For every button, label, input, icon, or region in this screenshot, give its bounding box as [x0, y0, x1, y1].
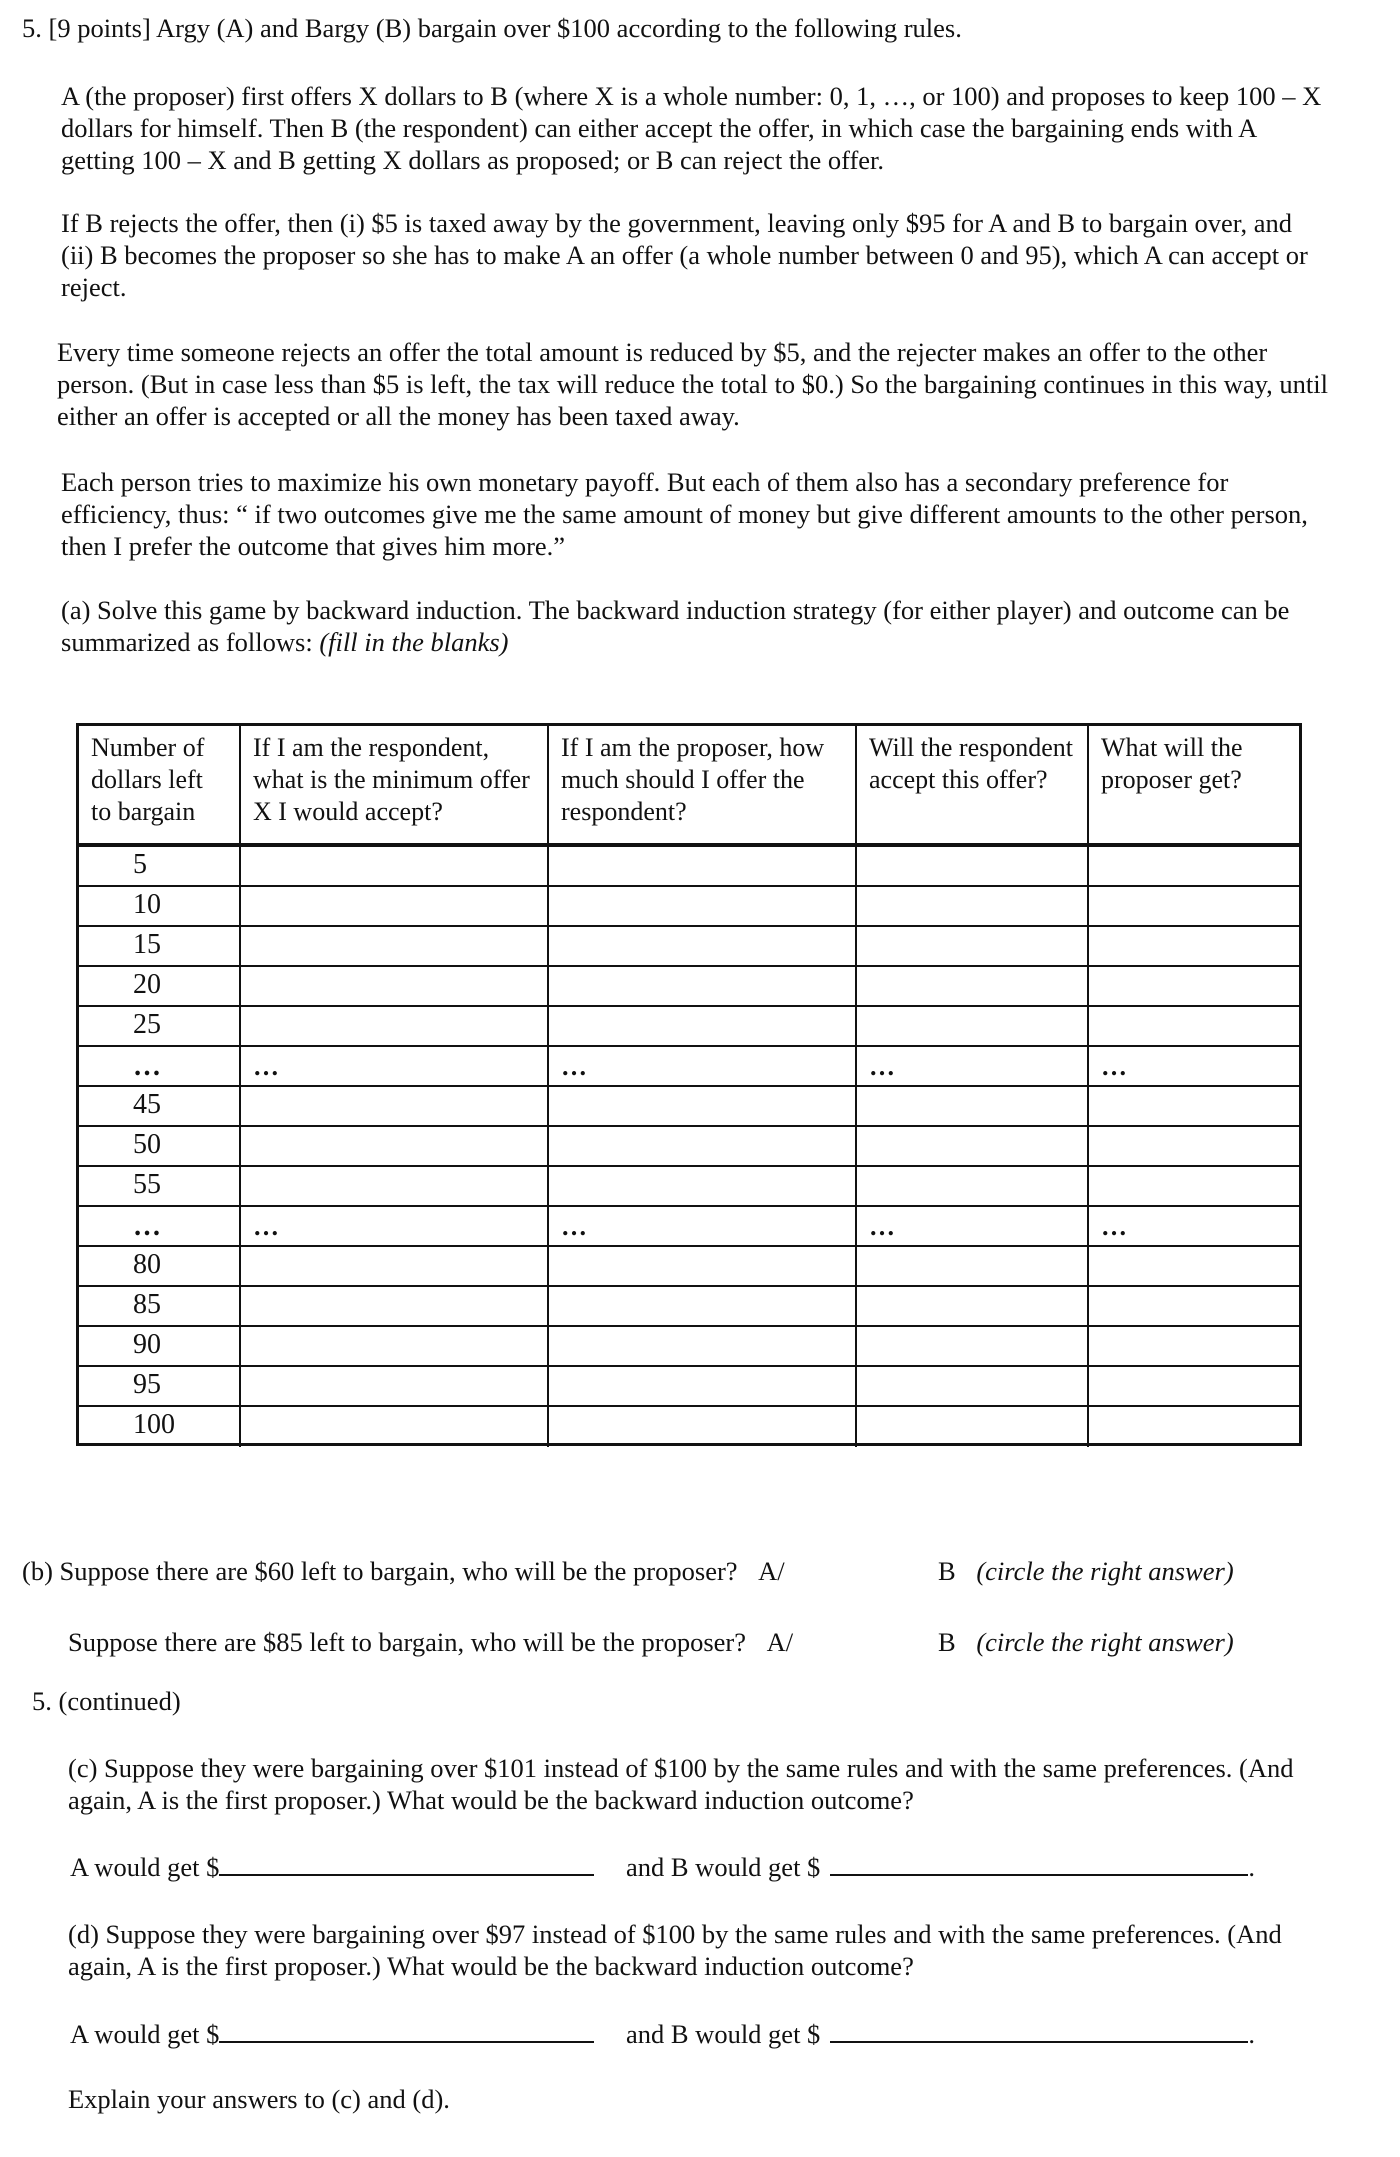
question-title: 5. [9 points] Argy (A) and Bargy (B) bargain over $100 according to the following rules.	[22, 13, 962, 43]
part-b-question-1	[22, 1555, 785, 1587]
answer-blank-cell[interactable]	[549, 1407, 857, 1447]
part-b-q2-text: Suppose there are $85 left to bargain, who will be the proposer?	[68, 1627, 747, 1657]
ellipsis-cell: …	[1089, 1207, 1299, 1247]
part-a-text: (a) Solve this game by backward induction. The backward induction strategy (for either player) and outcome can be summarized as follows:	[61, 595, 1290, 657]
dollars-left-cell: …	[79, 1207, 241, 1247]
answer-blank-cell[interactable]	[241, 1327, 549, 1367]
dollars-left-cell: 20	[79, 967, 241, 1007]
dollars-left-cell: 55	[79, 1167, 241, 1207]
answer-blank-cell[interactable]	[549, 1087, 857, 1127]
part-d-prompt: (d) Suppose they were bargaining over $97 instead of $100 by the same rules and with the same preferences. (And again, A is the first proposer.) What would be the backward induction outcome?	[68, 1919, 1282, 1981]
answer-blank-cell[interactable]	[241, 887, 549, 927]
part-d-answer-a	[70, 2015, 594, 2050]
dollars-left-cell: 95	[79, 1367, 241, 1407]
answer-blank-cell[interactable]	[857, 1407, 1089, 1447]
answer-blank-cell[interactable]	[1089, 1327, 1299, 1367]
explain-instruction: Explain your answers to (c) and (d).	[68, 2084, 450, 2114]
ellipsis-cell: …	[241, 1047, 549, 1087]
table-header-cell: Will the respondent accept this offer?	[857, 726, 1089, 847]
answer-blank-cell[interactable]	[549, 927, 857, 967]
part-c-b-blank[interactable]	[830, 1848, 1248, 1876]
answer-blank-cell[interactable]	[549, 1287, 857, 1327]
answer-blank-cell[interactable]	[1089, 1007, 1299, 1047]
continued-heading: 5. (continued)	[32, 1686, 181, 1716]
ellipsis-cell: …	[549, 1047, 857, 1087]
answer-blank-cell[interactable]	[549, 1367, 857, 1407]
option-b[interactable]: B	[938, 1556, 956, 1586]
part-d-b-label: and B would get $	[626, 2019, 821, 2049]
answer-blank-cell[interactable]	[1089, 887, 1299, 927]
answer-blank-cell[interactable]	[241, 1127, 549, 1167]
rules-paragraph-3: Every time someone rejects an offer the total amount is reduced by $5, and the rejecter makes an offer to the other person. (But in case less than $5 is left, the tax will reduce the total to $0.) So the bargaining continues in this way, until either an offer is accepted or all the money has been taxed away.	[57, 337, 1329, 431]
answer-blank-cell[interactable]	[857, 887, 1089, 927]
answer-blank-cell[interactable]	[857, 1287, 1089, 1327]
dollars-left-cell: 10	[79, 887, 241, 927]
answer-blank-cell[interactable]	[857, 1087, 1089, 1127]
part-b-q2-options	[938, 1626, 1234, 1658]
table-header-cell: What will the proposer get?	[1089, 726, 1299, 847]
option-a[interactable]: A/	[758, 1556, 785, 1586]
answer-blank-cell[interactable]	[1089, 1127, 1299, 1167]
dollars-left-cell: 100	[79, 1407, 241, 1447]
answer-blank-cell[interactable]	[241, 1167, 549, 1207]
part-d-a-label: A would get $	[70, 2019, 220, 2049]
option-a[interactable]: A/	[766, 1627, 794, 1657]
part-d-b-blank[interactable]	[830, 2015, 1248, 2043]
rules-paragraph-1: A (the proposer) first offers X dollars to B (where X is a whole number: 0, 1, …, or 100) and proposes to keep 100 – X dollars for himself. Then B (the respondent) can either accept the offer, in which case the bargaining ends with A getting 100 – X and B getting X dollars as proposed; or B can reject the offer.	[61, 81, 1322, 175]
part-c-a-blank[interactable]	[219, 1848, 594, 1876]
answer-blank-cell[interactable]	[549, 1167, 857, 1207]
answer-blank-cell[interactable]	[241, 1247, 549, 1287]
dollars-left-cell: …	[79, 1047, 241, 1087]
ellipsis-cell: …	[1089, 1047, 1299, 1087]
part-d-answer-b: and B would get $ .	[626, 2015, 1255, 2050]
answer-blank-cell[interactable]	[1089, 1367, 1299, 1407]
part-b-question-2	[68, 1626, 793, 1658]
part-c-answer-b: and B would get $ .	[626, 1848, 1255, 1883]
answer-blank-cell[interactable]	[857, 1167, 1089, 1207]
dollars-left-cell: 90	[79, 1327, 241, 1367]
table-header-cell: Number of dollars left to bargain	[79, 726, 241, 847]
dollars-left-cell: 85	[79, 1287, 241, 1327]
rules-paragraph-2: If B rejects the offer, then (i) $5 is taxed away by the government, leaving only $95 for A and B to bargain over, and (ii) B becomes the proposer so she has to make A an offer (a whole number between 0 and 95), which A can accept or reject.	[61, 208, 1308, 302]
answer-blank-cell[interactable]	[241, 1407, 549, 1447]
dollars-left-cell: 45	[79, 1087, 241, 1127]
ellipsis-cell: …	[857, 1047, 1089, 1087]
dollars-left-cell: 80	[79, 1247, 241, 1287]
answer-blank-cell[interactable]	[549, 967, 857, 1007]
backward-induction-table	[76, 723, 1302, 1446]
answer-blank-cell[interactable]	[857, 1367, 1089, 1407]
dollars-left-cell: 50	[79, 1127, 241, 1167]
answer-blank-cell[interactable]	[1089, 1407, 1299, 1447]
part-c-a-label: A would get $	[70, 1852, 220, 1882]
dollars-left-cell: 15	[79, 927, 241, 967]
circle-hint: (circle the right answer)	[976, 1556, 1234, 1586]
answer-blank-cell[interactable]	[549, 1247, 857, 1287]
answer-blank-cell[interactable]	[241, 967, 549, 1007]
answer-blank-cell[interactable]	[241, 1087, 549, 1127]
answer-blank-cell[interactable]	[1089, 927, 1299, 967]
answer-blank-cell[interactable]	[241, 1287, 549, 1327]
answer-blank-cell[interactable]	[1089, 847, 1299, 887]
ellipsis-cell: …	[857, 1207, 1089, 1247]
part-d-a-blank[interactable]	[219, 2015, 594, 2043]
table-header-cell: If I am the proposer, how much should I offer the respondent?	[549, 726, 857, 847]
dollars-left-cell: 5	[79, 847, 241, 887]
part-c-prompt: (c) Suppose they were bargaining over $101 instead of $100 by the same rules and with the same preferences. (And again, A is the first proposer.) What would be the backward induction outcome?	[68, 1753, 1294, 1815]
answer-blank-cell[interactable]	[241, 847, 549, 887]
answer-blank-cell[interactable]	[857, 927, 1089, 967]
answer-blank-cell[interactable]	[857, 1247, 1089, 1287]
answer-blank-cell[interactable]	[857, 847, 1089, 887]
answer-blank-cell[interactable]	[857, 1327, 1089, 1367]
answer-blank-cell[interactable]	[857, 1007, 1089, 1047]
answer-blank-cell[interactable]	[857, 967, 1089, 1007]
answer-blank-cell[interactable]	[241, 927, 549, 967]
answer-blank-cell[interactable]	[1089, 967, 1299, 1007]
answer-blank-cell[interactable]	[1089, 1287, 1299, 1327]
answer-blank-cell[interactable]	[549, 1327, 857, 1367]
answer-blank-cell[interactable]	[1089, 1167, 1299, 1207]
part-a-instruction: (fill in the blanks)	[319, 627, 509, 657]
ellipsis-cell: …	[549, 1207, 857, 1247]
part-c-b-label: and B would get $	[626, 1852, 821, 1882]
answer-blank-cell[interactable]	[549, 1007, 857, 1047]
option-b[interactable]: B	[938, 1627, 956, 1657]
part-a-prompt	[61, 594, 1331, 658]
answer-blank-cell[interactable]	[549, 1127, 857, 1167]
dollars-left-cell: 25	[79, 1007, 241, 1047]
answer-blank-cell[interactable]	[857, 1127, 1089, 1167]
circle-hint: (circle the right answer)	[976, 1627, 1234, 1657]
answer-blank-cell[interactable]	[241, 1007, 549, 1047]
answer-blank-cell[interactable]	[1089, 1087, 1299, 1127]
answer-blank-cell[interactable]	[1089, 1247, 1299, 1287]
answer-blank-cell[interactable]	[549, 847, 857, 887]
ellipsis-cell: …	[241, 1207, 549, 1247]
answer-blank-cell[interactable]	[241, 1367, 549, 1407]
part-c-answer-a	[70, 1848, 594, 1883]
part-b-q1-options	[938, 1555, 1234, 1587]
part-b-q1-text: (b) Suppose there are $60 left to bargain, who will be the proposer?	[22, 1556, 738, 1586]
preferences-paragraph: Each person tries to maximize his own monetary payoff. But each of them also has a secondary preference for efficiency, thus: “ if two outcomes give me the same amount of money but give different amounts to the other person, then I prefer the outcome that gives him more.”	[61, 467, 1308, 561]
table-header-cell: If I am the respondent, what is the minimum offer X I would accept?	[241, 726, 549, 847]
answer-blank-cell[interactable]	[549, 887, 857, 927]
